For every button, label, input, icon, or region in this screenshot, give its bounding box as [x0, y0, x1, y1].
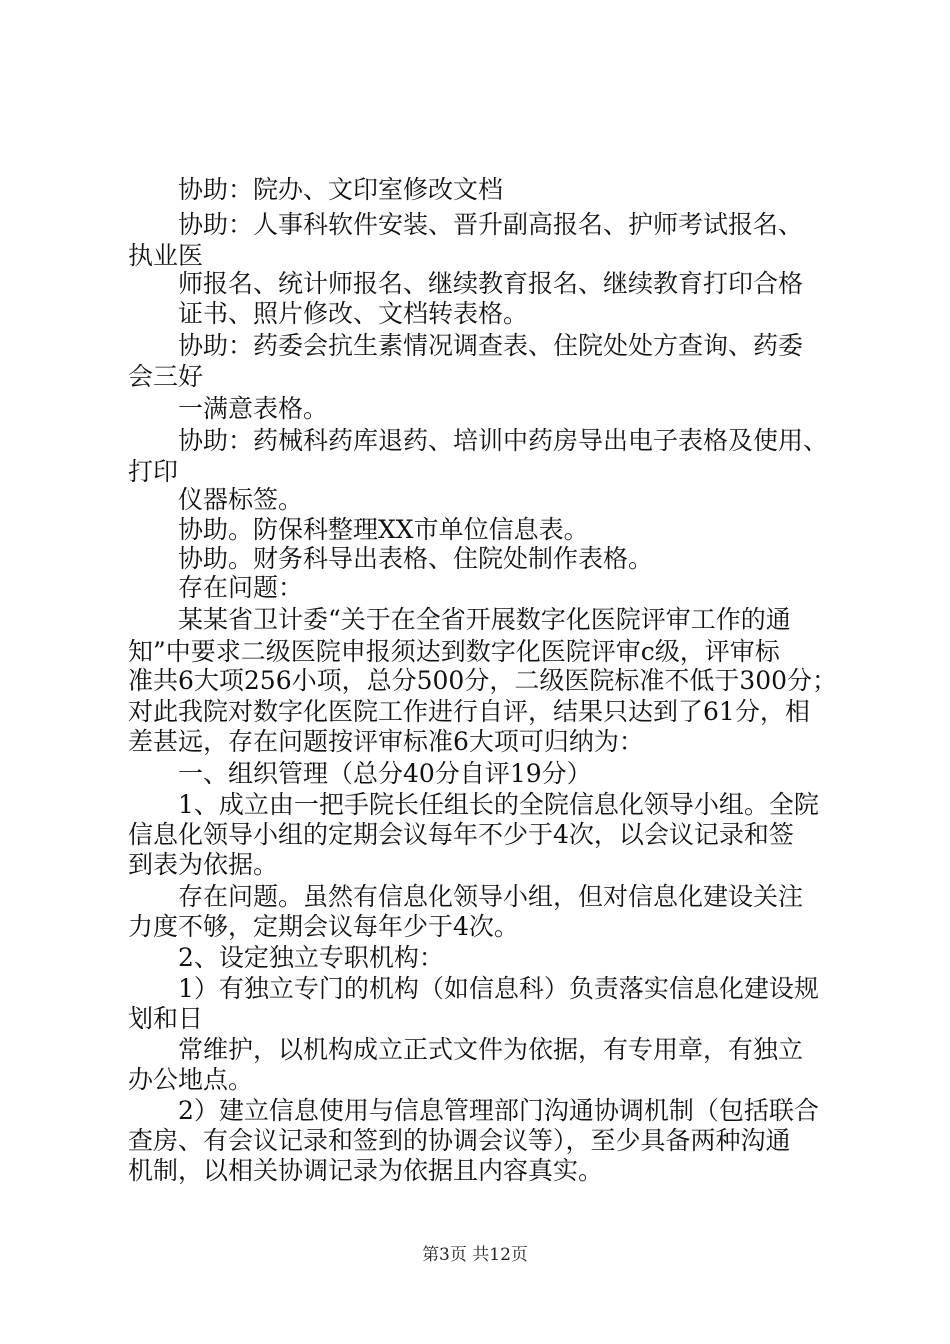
- text-line: 某某省卫计委“关于在全省开展数字化医院评审工作的通: [178, 605, 791, 634]
- text-line: 知”中要求二级医院申报须达到数字化医院评审c级，评审标: [128, 637, 780, 666]
- text-line: 2、设定独立专职机构：: [178, 943, 444, 972]
- text-line: 机制，以相关协调记录为依据且内容真实。: [128, 1156, 604, 1185]
- text-line: 证书、照片修改、文档转表格。: [178, 299, 529, 328]
- text-line: 办公地点。: [128, 1065, 254, 1094]
- text-line: 师报名、统计师报名、继续教育报名、继续教育打印合格: [178, 269, 804, 298]
- page-number-footer: 第3页 共12页: [422, 1245, 528, 1265]
- text-line: 协助：药委会抗生素情况调查表、住院处处方查询、药委: [178, 331, 804, 360]
- text-line: 到表为依据。: [128, 850, 279, 879]
- text-line: 协助。防保科整理XX市单位信息表。: [178, 515, 589, 544]
- text-line: 差甚远，存在问题按评审标准6大项可归纳为：: [128, 727, 644, 756]
- text-line: 协助：院办、文印室修改文档: [178, 175, 504, 204]
- text-line: 协助：药械科药库退药、培训中药房导出电子表格及使用、: [178, 426, 829, 455]
- text-line: 划和日: [128, 1004, 204, 1033]
- text-line: 会三好: [128, 362, 204, 391]
- text-line: 2）建立信息使用与信息管理部门沟通协调机制（包括联合: [178, 1096, 819, 1125]
- text-line: 力度不够，定期会议每年少于4次。: [128, 912, 519, 941]
- text-line: 协助。财务科导出表格、住院处制作表格。: [178, 544, 654, 573]
- text-line: 1、成立由一把手院长任组长的全院信息化领导小组。全院: [178, 790, 819, 819]
- text-line: 查房、有会议记录和签到的协调会议等），至少具备两种沟通: [128, 1126, 791, 1155]
- text-line: 执业医: [128, 241, 204, 270]
- text-line: 对此我院对数字化医院工作进行自评，结果只达到了61分，相: [128, 697, 810, 726]
- text-line: 准共6大项256小项，总分500分，二级医院标准不低于300分；: [128, 666, 838, 695]
- text-line: 打印: [128, 457, 179, 486]
- text-line: 协助：人事科软件安装、晋升副高报名、护师考试报名、: [178, 210, 804, 239]
- text-line: 存在问题。虽然有信息化领导小组，但对信息化建设关注: [178, 882, 804, 911]
- section-heading: 一、组织管理（总分40分自评19分）: [178, 759, 592, 788]
- text-line: 信息化领导小组的定期会议每年不少于4次，以会议记录和签: [128, 820, 794, 849]
- text-line: 常维护，以机构成立正式文件为依据，有专用章，有独立: [178, 1035, 804, 1064]
- text-line: 仪器标签。: [178, 485, 304, 514]
- text-line: 1）有独立专门的机构（如信息科）负责落实信息化建设规: [178, 974, 819, 1003]
- text-line: 一满意表格。: [178, 394, 329, 423]
- section-heading: 存在问题：: [178, 573, 304, 602]
